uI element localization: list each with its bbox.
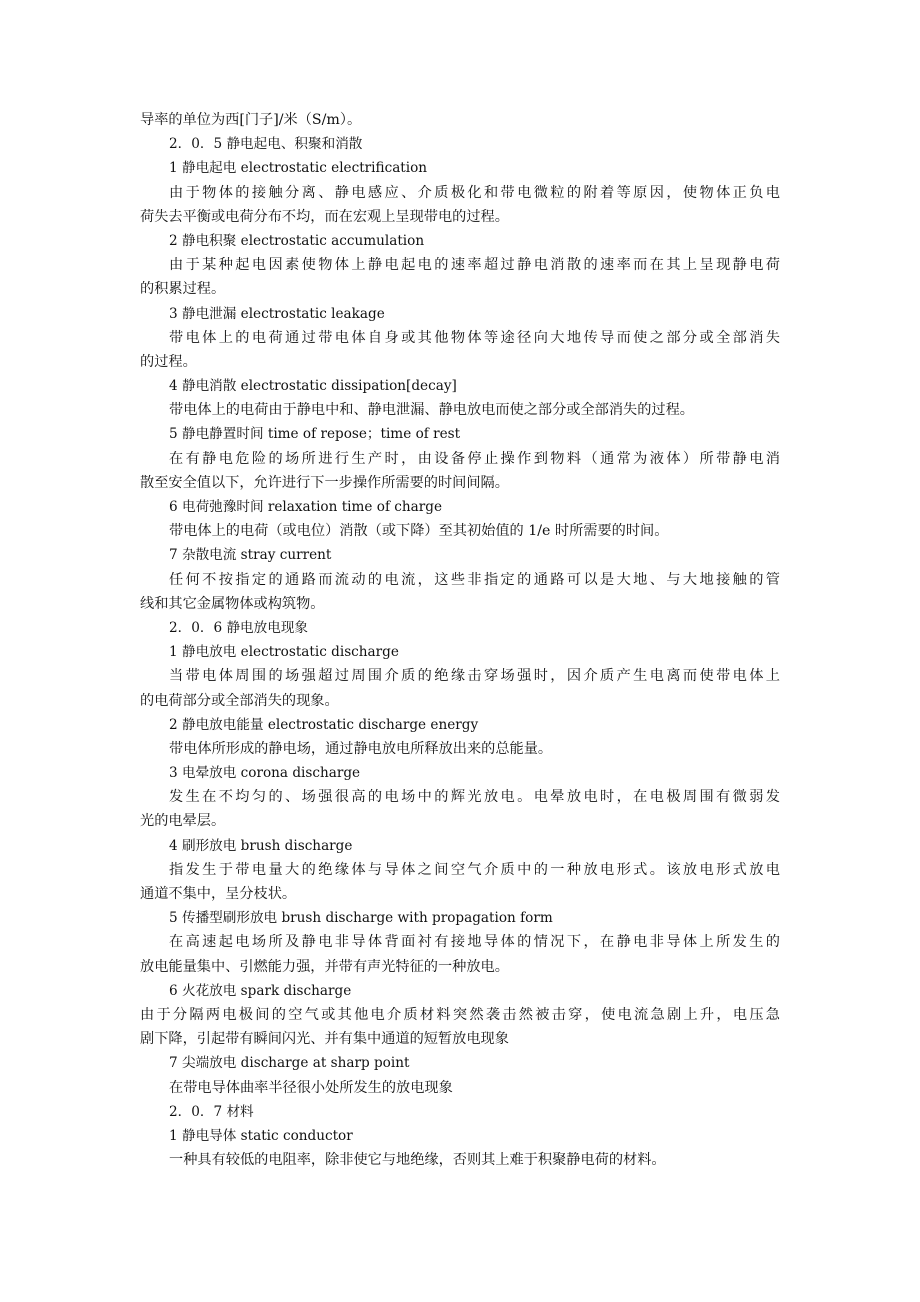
text-line: 由于分隔两电极间的空气或其他电介质材料突然袭击然被击穿，使电流急剧上升，电压急 bbox=[140, 1006, 780, 1023]
term-heading: 1 静电放电 electrostatic discharge bbox=[169, 644, 399, 661]
term-heading: 5 传播型刷形放电 brush discharge with propagation form bbox=[169, 910, 553, 927]
text-line: 线和其它金属物体或构筑物。 bbox=[140, 595, 325, 612]
term-heading: 5 静电静置时间 time of repose；time of rest bbox=[169, 426, 461, 443]
text-line: 散至安全值以下，允许进行下一步操作所需要的时间间隔。 bbox=[140, 474, 509, 491]
text-line: 的电荷部分或全部消失的现象。 bbox=[140, 692, 339, 709]
text-line: 带电体所形成的静电场，通过静电放电所释放出来的总能量。 bbox=[169, 740, 553, 757]
term-heading: 2 静电放电能量 electrostatic discharge energy bbox=[169, 716, 479, 733]
text-line: 的过程。 bbox=[140, 353, 197, 370]
section-heading: 2．0．7 材料 bbox=[169, 1103, 254, 1120]
text-line: 发生在不均匀的、场强很高的电场中的辉光放电。电晕放电时，在电极周围有微弱发 bbox=[169, 789, 780, 806]
text-line: 任何不按指定的通路而流动的电流，这些非指定的通路可以是大地、与大地接触的管 bbox=[169, 571, 780, 588]
term-heading: 3 电晕放电 corona discharge bbox=[169, 765, 361, 782]
section-heading: 2．0．5 静电起电、积聚和消散 bbox=[169, 136, 363, 153]
text-line: 光的电晕层。 bbox=[140, 813, 226, 830]
text-line: 通道不集中，呈分枝状。 bbox=[140, 886, 297, 902]
text-line: 指发生于带电量大的绝缘体与导体之间空气介质中的一种放电形式。该放电形式放电 bbox=[169, 861, 780, 878]
document-body bbox=[140, 108, 780, 1172]
term-heading: 1 静电导体 static conductor bbox=[169, 1127, 353, 1144]
text-line: 由于物体的接触分离、静电感应、介质极化和带电微粒的附着等原因，使物体正负电 bbox=[169, 184, 780, 201]
text-line: 当带电体周围的场强超过周围介质的绝缘击穿场强时，因介质产生电离而使带电体上 bbox=[169, 668, 780, 685]
term-heading: 6 火花放电 spark discharge bbox=[169, 982, 352, 999]
term-heading: 7 尖端放电 discharge at sharp point bbox=[169, 1055, 410, 1072]
text-line: 放电能量集中、引燃能力强，并带有声光特征的一种放电。 bbox=[140, 958, 509, 975]
text-line: 带电体上的电荷由于静电中和、静电泄漏、静电放电而使之部分或全部消失的过程。 bbox=[169, 402, 694, 419]
text-line: 带电体上的电荷（或电位）消散（或下降）至其初始值的 1/e 时所需要的时间。 bbox=[169, 523, 669, 540]
term-heading: 4 静电消散 electrostatic dissipation[decay] bbox=[169, 378, 457, 395]
term-heading: 3 静电泄漏 electrostatic leakage bbox=[169, 305, 385, 322]
text-line: 剧下降，引起带有瞬间闪光、并有集中通道的短暂放电现象 bbox=[140, 1031, 509, 1048]
term-heading: 4 刷形放电 brush discharge bbox=[169, 837, 353, 854]
text-line: 荷失去平衡或电荷分布不均，而在宏观上呈现带电的过程。 bbox=[140, 208, 509, 225]
text-line: 带电体上的电荷通过带电体自身或其他物体等途径向大地传导而使之部分或全部消失 bbox=[169, 329, 780, 346]
section-heading: 2．0．6 静电放电现象 bbox=[169, 619, 309, 636]
text-line: 在有静电危险的场所进行生产时，由设备停止操作到物料（通常为液体）所带静电消 bbox=[169, 450, 780, 467]
term-heading: 1 静电起电 electrostatic electrification bbox=[169, 160, 428, 177]
text-line: 的积累过程。 bbox=[140, 281, 226, 298]
term-heading: 2 静电积聚 electrostatic accumulation bbox=[169, 232, 425, 249]
text-line: 导率的单位为西[门子]/米（S/m）。 bbox=[140, 112, 362, 128]
text-line: 在带电导体曲率半径很小处所发生的放电现象 bbox=[169, 1079, 453, 1096]
term-heading: 6 电荷弛豫时间 relaxation time of charge bbox=[169, 499, 443, 515]
text-line: 由于某种起电因素使物体上静电起电的速率超过静电消散的速率而在其上呈现静电荷 bbox=[169, 257, 780, 274]
text-line: 一种具有较低的电阻率，除非使它与地绝缘，否则其上难于积聚静电荷的材料。 bbox=[169, 1152, 666, 1169]
text-line: 在高速起电场所及静电非导体背面衬有接地导体的情况下，在静电非导体上所发生的 bbox=[169, 934, 780, 951]
term-heading: 7 杂散电流 stray current bbox=[169, 547, 332, 564]
